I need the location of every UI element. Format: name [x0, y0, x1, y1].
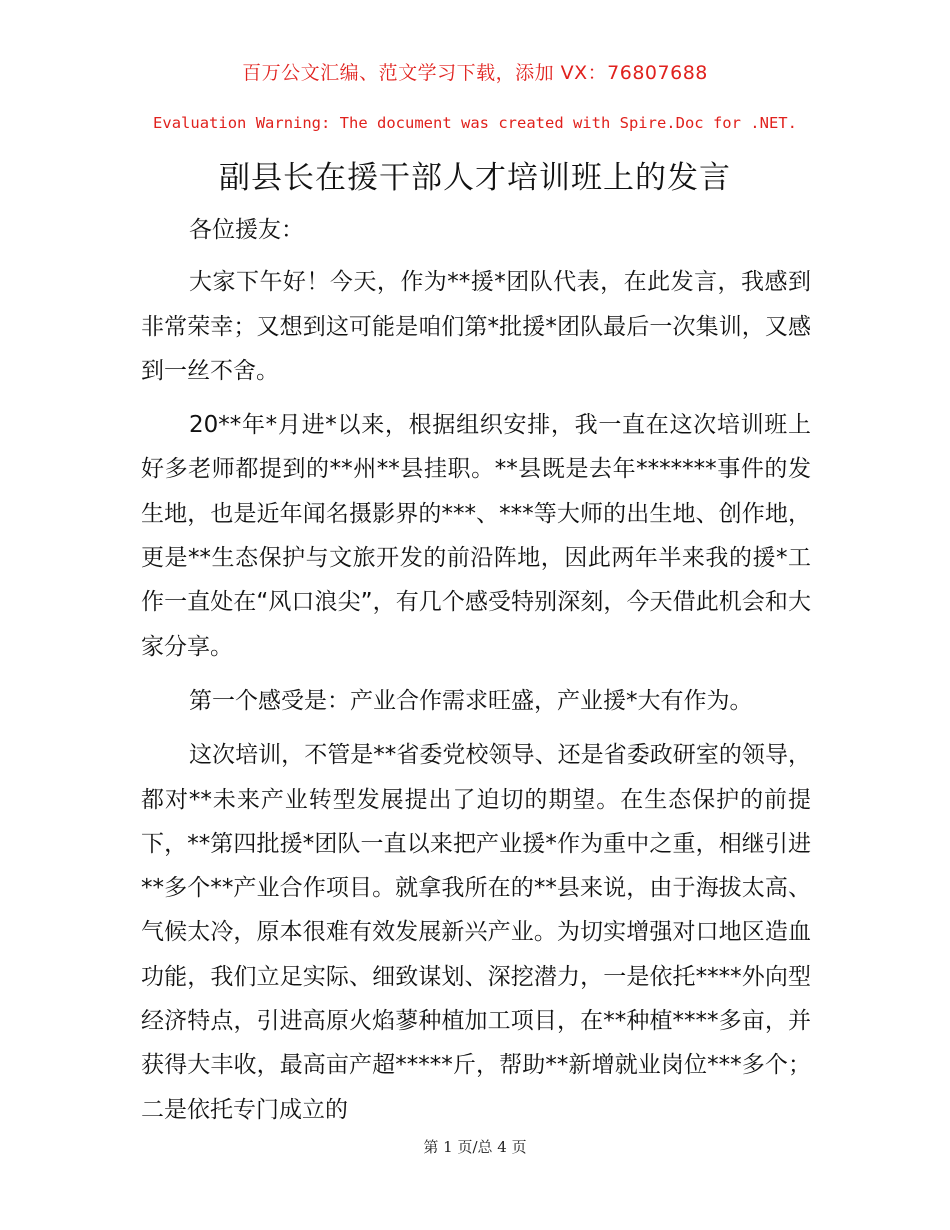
body-paragraph: 大家下午好！今天，作为**援*团队代表，在此发言，我感到非常荣幸；又想到这可能是咱们第*批援*团队最后一次集训，又感到一丝不舍。 [141, 269, 811, 384]
body-paragraph: 20**年*月进*以来，根据组织安排，我一直在这次培训班上好多老师都提到的**州**县挂职。**县既是去年*******事件的发生地，也是近年闻名摄影界的***、***等大师的出生地、创作地，更是**生态保护与文旅开发的前沿阵地，因此两年半来我的援*工作一直处在“风口浪尖”，有几个感受特别深刻，今天借此机会和大家分享。 [141, 412, 811, 660]
salutation-paragraph: 各位援友： [189, 217, 304, 243]
document-body [141, 208, 811, 1142]
document-title: 副县长在援干部人才培训班上的发言 [219, 160, 731, 196]
section-heading-paragraph: 第一个感受是：产业合作需求旺盛，产业援*大有作为。 [189, 687, 753, 714]
page-number-footer: 第 1 页/总 4 页 [423, 1138, 527, 1156]
body-paragraph: 这次培训，不管是**省委党校领导、还是省委政研室的领导，都对**未来产业转型发展提出了迫切的期望。在生态保护的前提下，**第四批援*团队一直以来把产业援*作为重中之重，相继引进**多个**产业合作项目。就拿我所在的**县来说，由于海拔太高、气候太冷，原本很难有效发展新兴产业。为切实增强对口地区造血功能，我们立足实际、细致谋划、深挖潜力，一是依托****外向型经济特点，引进高原火焰蓼种植加工项目，在**种植****多亩，并获得大丰收，最高亩产超*****斤，帮助**新增就业岗位***多个；二是依托专门成立的 [141, 742, 811, 1123]
ad-header-text: 百万公文汇编、范文学习下载，添加 VX：76807688 [242, 62, 708, 84]
evaluation-warning: Evaluation Warning: The document was created with Spire.Doc for .NET. [153, 114, 797, 132]
